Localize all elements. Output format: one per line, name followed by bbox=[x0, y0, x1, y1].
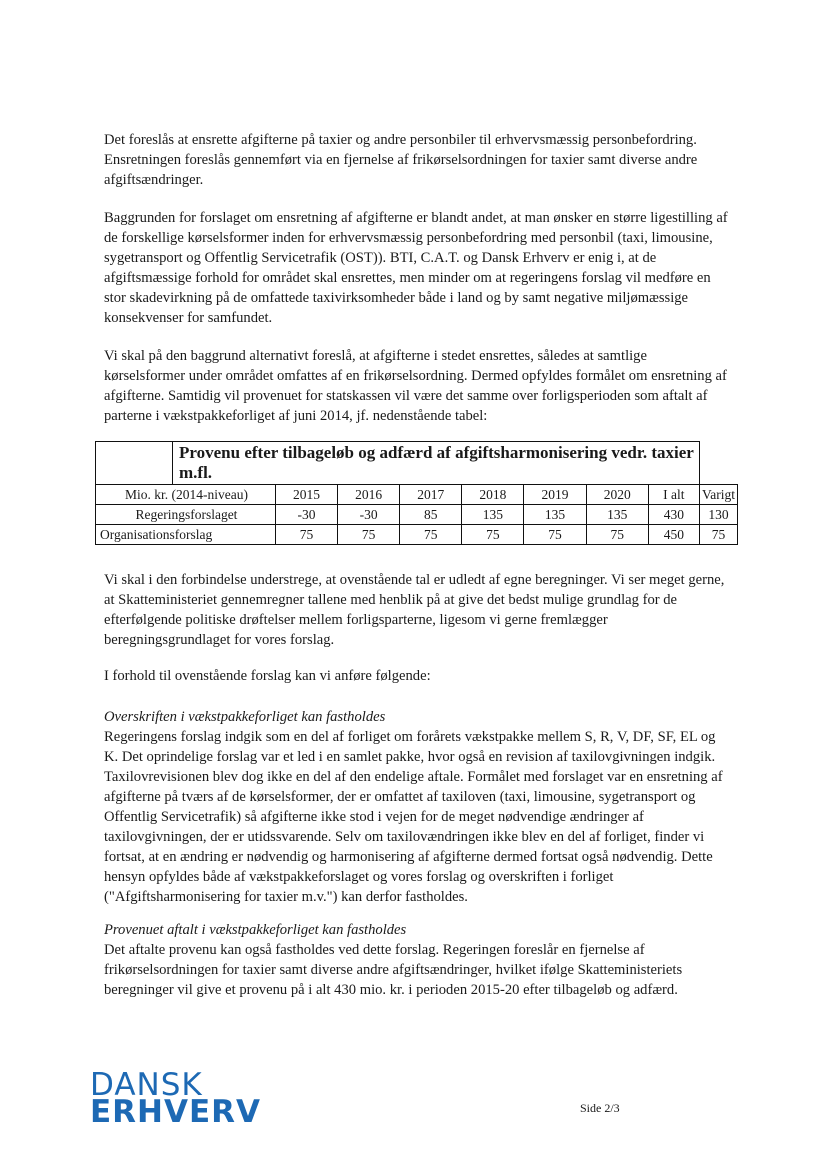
table-col-header: 2015 bbox=[275, 485, 337, 505]
section-heading-revenue: Provenuet aftalt i vækstpakkeforliget kan fastholdes bbox=[104, 922, 407, 938]
table-row bbox=[96, 505, 738, 525]
dansk-erhverv-logo bbox=[90, 1067, 262, 1130]
table-cell: 135 bbox=[586, 505, 648, 525]
table-row bbox=[96, 525, 738, 545]
table-cell: 75 bbox=[524, 525, 586, 545]
table-col-header: 2020 bbox=[586, 485, 648, 505]
table-cell: 75 bbox=[462, 525, 524, 545]
table-unit-label: Mio. kr. (2014-niveau) bbox=[96, 485, 276, 505]
table-cell: 85 bbox=[400, 505, 462, 525]
logo-line-1: DANSK bbox=[90, 1067, 203, 1103]
table-corner-cell bbox=[96, 442, 173, 485]
table-cell: 75 bbox=[275, 525, 337, 545]
paragraph-intro: Det foreslås at ensrette afgifterne på taxier og andre personbiler til erhvervsmæssig personbefordring. Ensretningen foreslås gennemført via en fjernelse af frikørselsordningen for taxier samt diverse andre afgiftsændringer. bbox=[104, 132, 698, 188]
table-col-header: I alt bbox=[648, 485, 699, 505]
table-cell: 135 bbox=[524, 505, 586, 525]
table-col-header: 2016 bbox=[338, 485, 400, 505]
table-cell: 430 bbox=[648, 505, 699, 525]
section-body-headline: Regeringens forslag indgik som en del af forliget om forårets vækstpakke mellem S, R, V, DF, SF, EL og K. Det oprindelige forslag var et led i en samlet pakke, hvor også en revision af taxilovgivningen indgik. Taxilovrevisionen blev dog ikke en del af den endelige aftale. Formålet med forslaget var en ensretning af afgifterne på tværs af de kørselsformer, der er omfattet af taxiloven (taxi, limousine, sygetransport og Offentlig Servicetrafik) så afgifterne ikke stod i vejen for de meget nødvendige ændringer af taxilovgivningen, der er utidssvarende. Selv om taxilovændringen ikke blev en del af forliget, finder vi fortsat, at en ændring er nødvendig og harmonisering af afgifterne dermed fortsat også nødvendig. Dette hensyn opfyldes både af vækstpakkeforslaget og vores forslag og overskriften i forliget ("Afgiftsharmonisering for taxier m.v.") kan derfor fastholdes. bbox=[104, 729, 723, 905]
table-cell: 75 bbox=[338, 525, 400, 545]
table-cell: 75 bbox=[400, 525, 462, 545]
table-col-header: 2019 bbox=[524, 485, 586, 505]
table-cell: 135 bbox=[462, 505, 524, 525]
table-cell: 130 bbox=[699, 505, 737, 525]
paragraph-alternative: Vi skal på den baggrund alternativt foreslå, at afgifterne i stedet ensrettes, således at samtlige kørselsformer under området omfattes af en frikørselsordning. Dermed opfyldes formålet om ensretning af afgifterne. Samtidig vil provenuet for statskassen vil være det samme over forligsperioden som aftalt af parterne i vækstpakkeforliget af juni 2014, jf. nedenstående tabel: bbox=[104, 348, 727, 424]
table-cell: -30 bbox=[275, 505, 337, 525]
page-number: Side 2/3 bbox=[580, 1101, 620, 1115]
revenue-table bbox=[95, 441, 738, 545]
logo-line-2: ERHVERV bbox=[90, 1094, 262, 1130]
paragraph-calculations: Vi skal i den forbindelse understrege, at ovenstående tal er udledt af egne beregninger. Vi ser meget gerne, at Skatteministeriet gennemregner tallene med henblik på at give det bedst mulige grundlag for de efterfølgende politiske drøftelser mellem forligsparterne, ligesom vi gerne fremlægger beregningsgrundlaget for vores forslag. bbox=[104, 572, 725, 648]
paragraph-following: I forhold til ovenstående forslag kan vi anføre følgende: bbox=[104, 668, 431, 684]
section-body-revenue: Det aftalte provenu kan også fastholdes ved dette forslag. Regeringen foreslår en fjernelse af frikørselsordningen for taxier samt diverse andre afgiftsændringer, hvilket ifølge Skatteministeriets beregninger vil give et provenu på i alt 430 mio. kr. i perioden 2015-20 efter tilbageløb og adfærd. bbox=[104, 942, 683, 998]
table-col-header: 2017 bbox=[400, 485, 462, 505]
section-heading-headline: Overskriften i vækstpakkeforliget kan fastholdes bbox=[104, 709, 386, 725]
table-cell: 75 bbox=[586, 525, 648, 545]
table-col-header: 2018 bbox=[462, 485, 524, 505]
table-title: Provenu efter tilbageløb og adfærd af afgiftsharmonisering vedr. taxier m.fl. bbox=[173, 442, 700, 485]
row-label: Organisationsforslag bbox=[96, 525, 276, 545]
paragraph-background: Baggrunden for forslaget om ensretning af afgifterne er blandt andet, at man ønsker en større ligestilling af de forskellige kørselsformer inden for erhvervsmæssig personbefordring med personbil (taxi, limousine, sygetransport og Offentlig Servicetrafik (OST)). BTI, C.A.T. og Dansk Erhverv er enig i, at de afgiftsmæssige forhold for området skal ensrettes, men minder om at regeringens forslag vil medføre en stor skadevirkning på de omfattede taxivirksomheder både i land og by samt negative miljømæssige konsekvenser for samfundet. bbox=[104, 210, 728, 326]
row-label: Regeringsforslaget bbox=[96, 505, 276, 525]
table-cell: 75 bbox=[699, 525, 737, 545]
table-cell: -30 bbox=[338, 505, 400, 525]
table-cell: 450 bbox=[648, 525, 699, 545]
table-col-header: Varigt bbox=[699, 485, 737, 505]
